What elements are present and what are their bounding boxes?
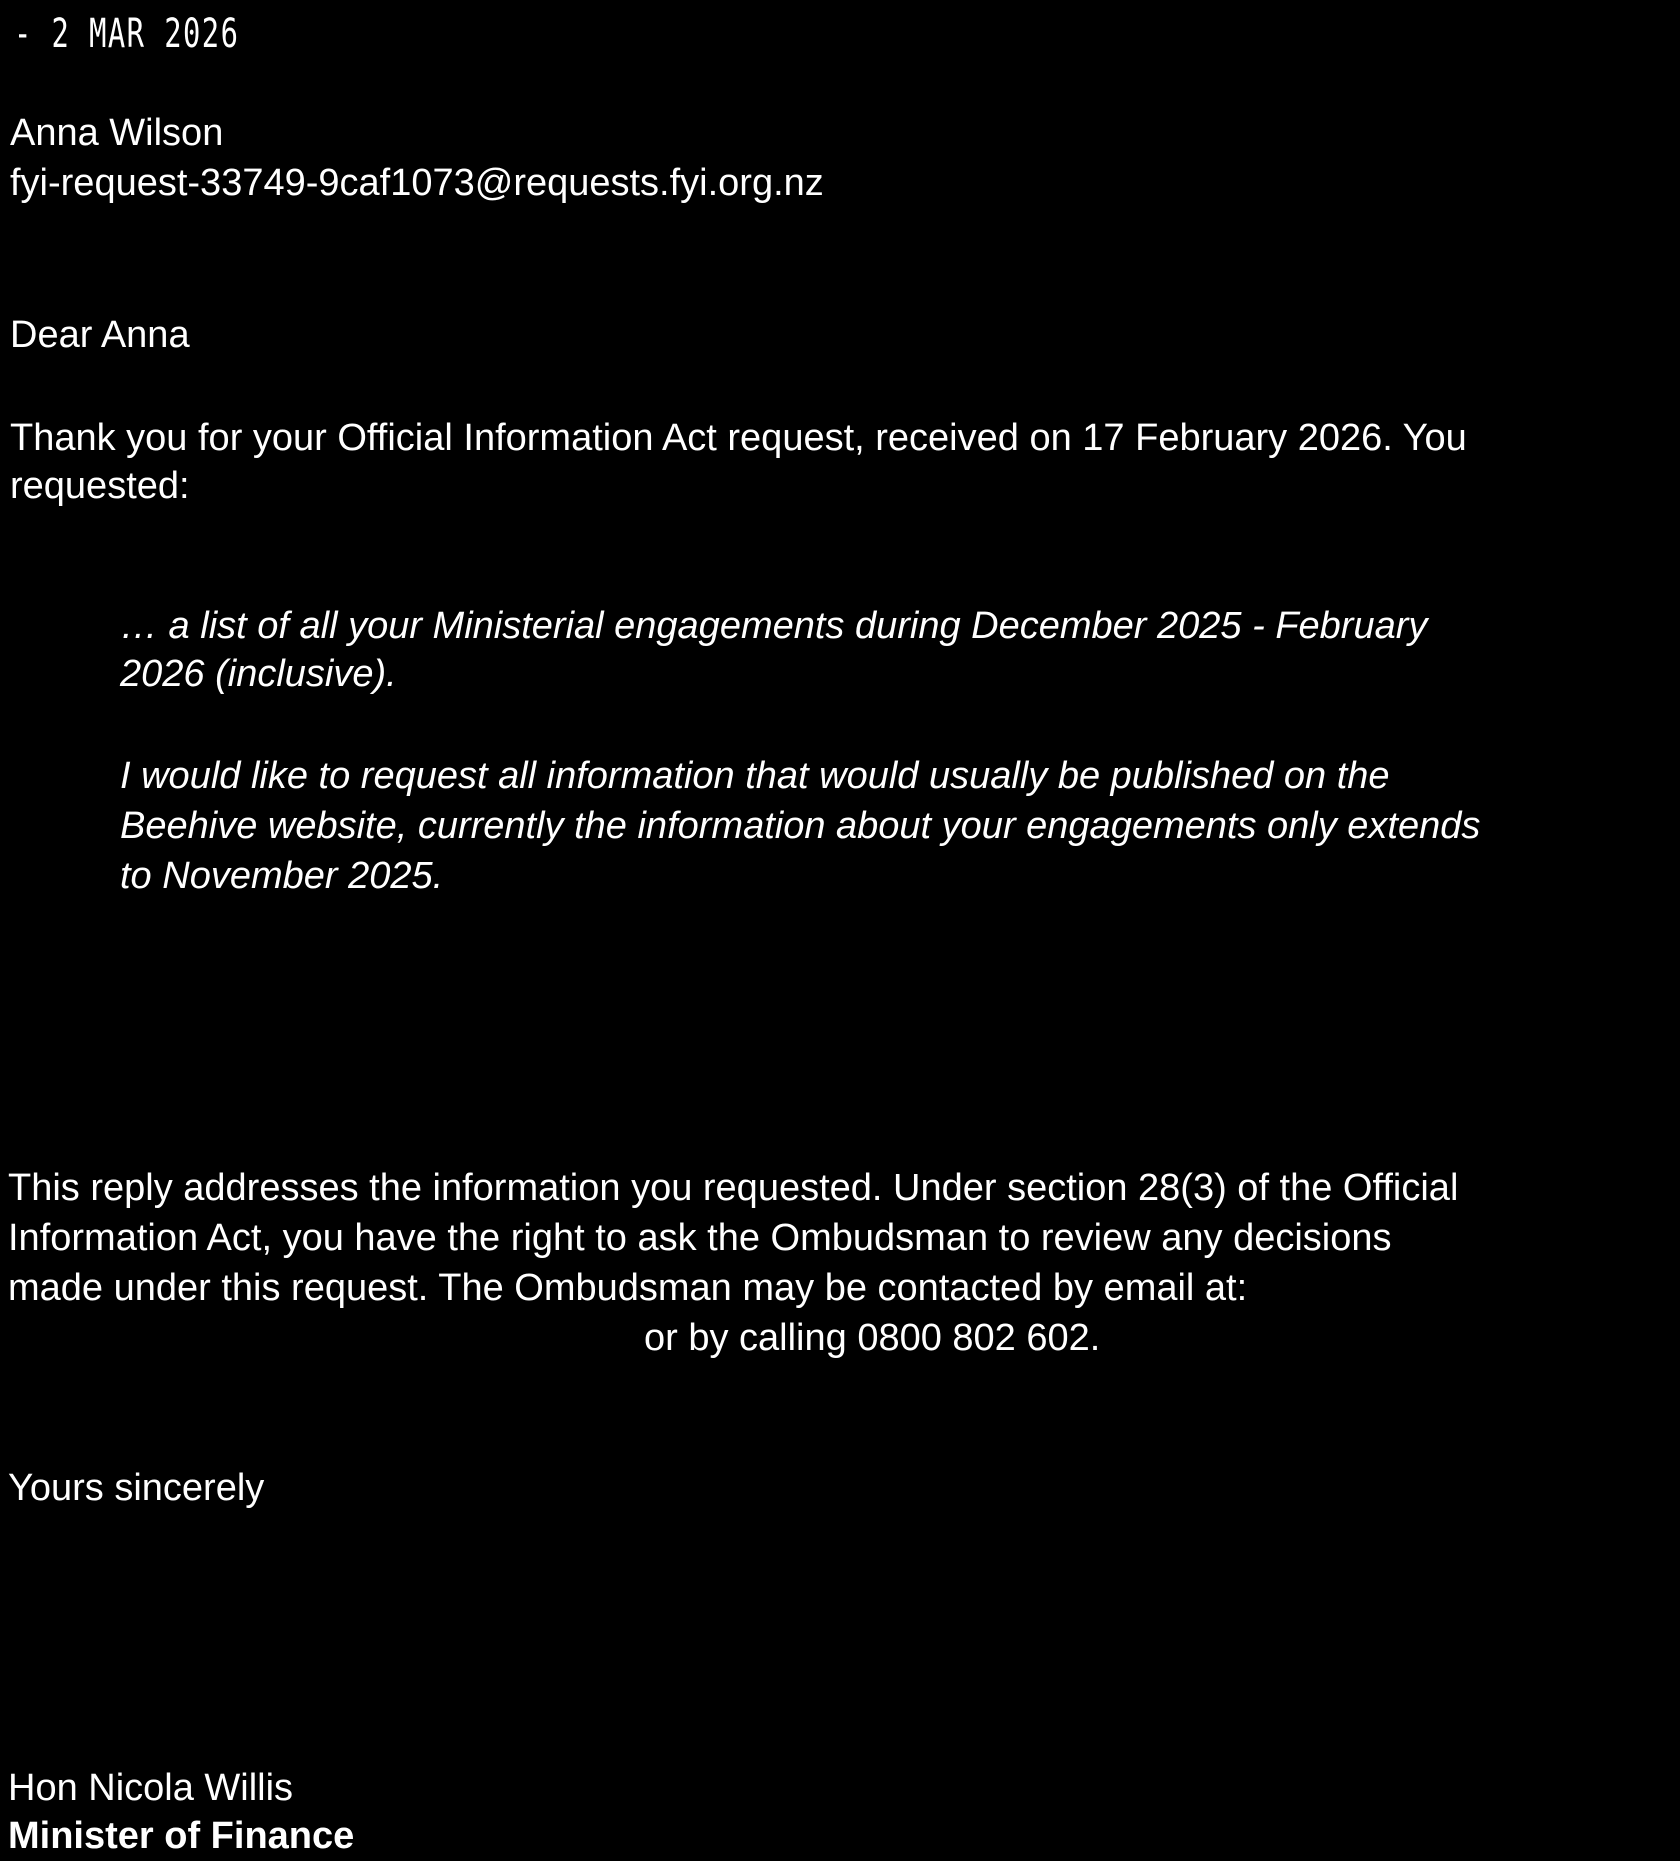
intro-line-1: Thank you for your Official Information Act request, received on 17 February 2026. You (10, 417, 1467, 459)
quote-2-line-3: to November 2025. (120, 855, 444, 897)
quote-2-line-1: I would like to request all information that would usually be published on the (120, 755, 1390, 797)
closing-line-4: or by calling 0800 802 602. (644, 1317, 1101, 1359)
sign-off: Yours sincerely (8, 1467, 265, 1509)
closing-line-1: This reply addresses the information you requested. Under section 28(3) of the Official (8, 1167, 1459, 1209)
quote-2-line-2: Beehive website, currently the information about your engagements only extends (120, 805, 1481, 847)
intro-line-2: requested: (10, 465, 190, 507)
quote-1-line-2: 2026 (inclusive). (120, 653, 397, 695)
closing-line-3: made under this request. The Ombudsman may be contacted by email at: (8, 1267, 1248, 1309)
quote-1-line-1: … a list of all your Ministerial engagements during December 2025 - February (120, 605, 1428, 647)
closing-line-2: Information Act, you have the right to ask the Ombudsman to review any decisions (8, 1217, 1392, 1259)
signatory-title: Minister of Finance (8, 1815, 355, 1857)
recipient-email: fyi-request-33749-9caf1073@requests.fyi.org.nz (10, 162, 824, 204)
signatory-name: Hon Nicola Willis (8, 1767, 294, 1809)
salutation: Dear Anna (10, 314, 190, 356)
date-stamp: - 2 MAR 2026 (14, 11, 240, 57)
recipient-name: Anna Wilson (10, 112, 224, 154)
